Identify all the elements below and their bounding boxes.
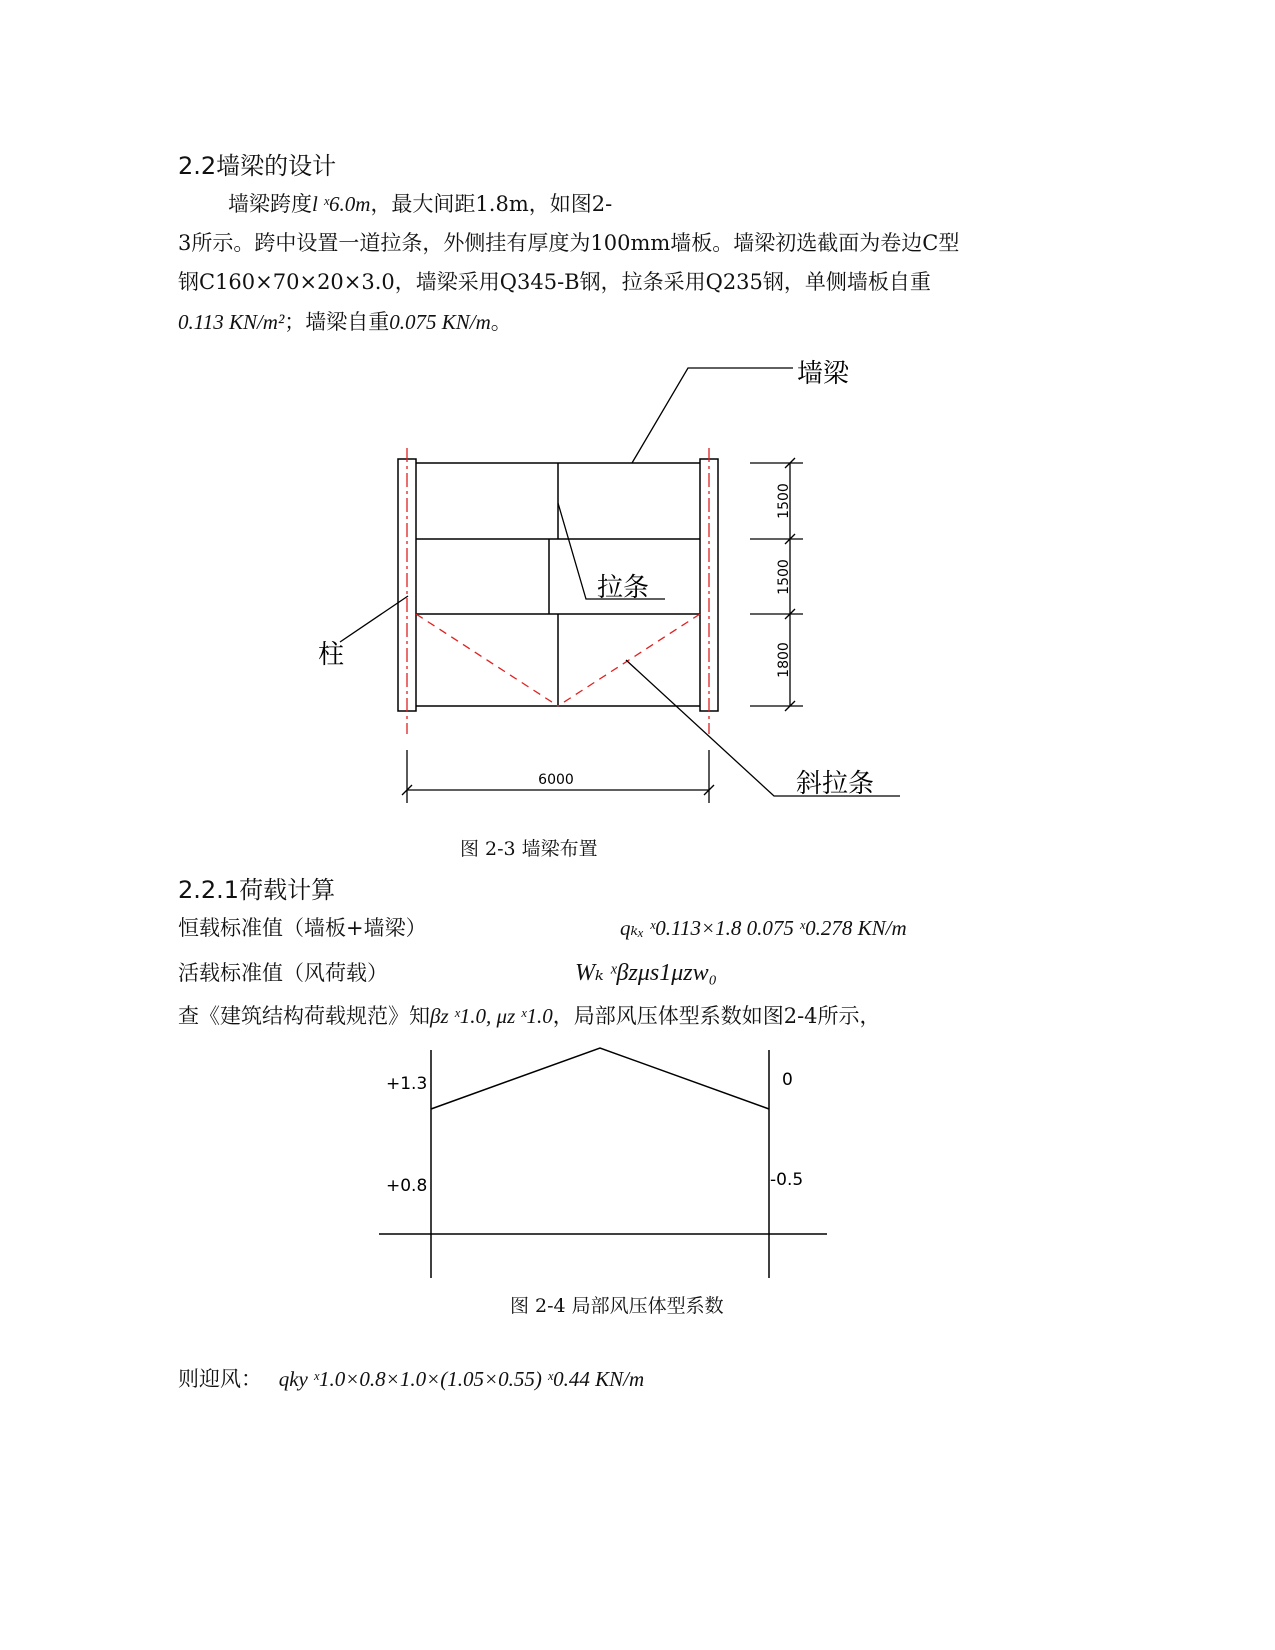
paragraph-line-2: 3所示。跨中设置一道拉条，外侧挂有厚度为100mm墙板。墙梁初选截面为卷边C型 [178,231,960,255]
paragraph-line-3: 钢C160×70×20×3.0，墙梁采用Q345-B钢，拉条采用Q235钢，单侧墙板自重 [178,270,931,294]
dim-label-1: 1500 [776,483,792,519]
roof-line [431,1048,769,1109]
label-column: 柱 [318,640,345,670]
label-tie: 拉条 [597,573,650,603]
section-heading-2-2-1: 2.2.1荷载计算 [178,876,336,904]
span-text: ，局部风压体型系数如图2-4所示， [552,1004,881,1028]
span-text: 查《建筑结构荷载规范》知 [178,1004,430,1028]
check-line [178,1002,881,1030]
live-load-formula: Wₖ ˣβzμs1μzw₀ [575,960,717,986]
label-diagonal-tie: 斜拉条 [796,769,875,799]
coef-right-top: 0 [782,1070,793,1090]
coef-left-top: +1.3 [386,1074,428,1094]
figure-2-4-wind-pressure-coefficients [0,1030,1275,1290]
section-heading-2-2: 2.2墙梁的设计 [178,152,337,180]
span-text: ，最大间距1.8m，如图2- [370,192,613,216]
math-span: βz ˣ1.0, μz ˣ1.0 [430,1004,553,1028]
dim-label-3: 1800 [776,642,792,678]
math-span: l ˣ6.0m [312,192,371,216]
coef-left-bottom: +0.8 [386,1176,428,1196]
windward-line [178,1365,644,1393]
span-text: 则迎风： [178,1367,262,1391]
figure-2-3-caption: 图 2-3 墙梁布置 [460,838,598,860]
span-text: 墙梁跨度 [228,192,312,216]
label-wall-beam: 墙梁 [797,359,850,389]
dead-load-label: 恒载标准值（墙板+墙梁） [178,916,427,940]
diagonal-tie-left [416,614,558,706]
leader-wall-beam [632,368,793,463]
span-text: 。 [490,310,512,334]
math-span: qky ˣ1.0×0.8×1.0×(1.05×0.55) ˣ0.44 KN/m [278,1367,645,1391]
live-load-label: 活载标准值（风荷载） [178,961,388,985]
dim-label-width: 6000 [538,772,574,788]
coef-right-bottom: -0.5 [770,1170,804,1190]
span-text: ；墙梁自重 [284,310,390,334]
dim-label-2: 1500 [776,559,792,595]
figure-2-4-caption: 图 2-4 局部风压体型系数 [510,1295,724,1317]
diagonal-tie-right [558,614,700,706]
math-span: 0.113 KN/m² [178,310,285,334]
math-span: 0.075 KN/m [389,310,491,334]
dead-load-formula: qₖₓ ˣ0.113×1.8 0.075 ˣ0.278 KN/m [620,916,907,940]
